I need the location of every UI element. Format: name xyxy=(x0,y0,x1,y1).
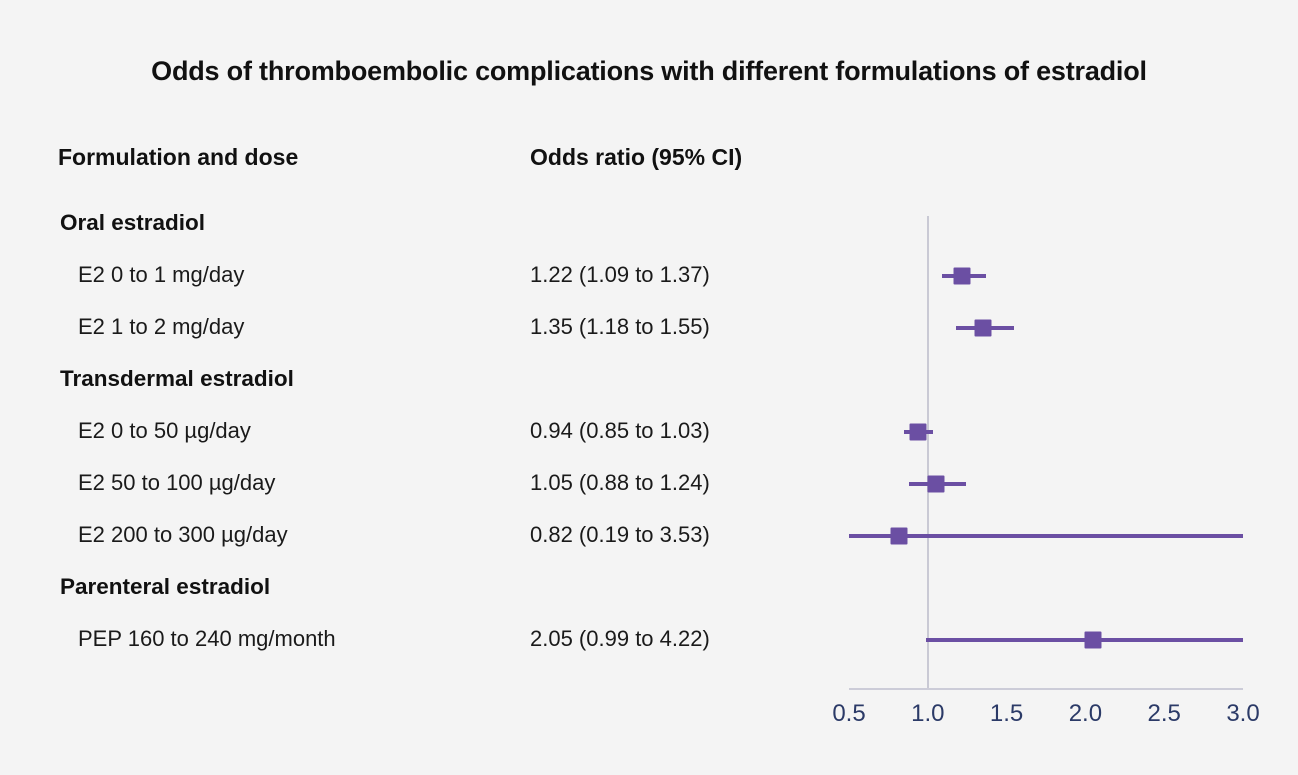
group-label: Oral estradiol xyxy=(60,210,206,235)
row-label: E2 1 to 2 mg/day xyxy=(78,314,245,339)
point-estimate-marker xyxy=(1085,632,1102,649)
row-label: E2 50 to 100 µg/day xyxy=(78,470,276,495)
x-axis-line xyxy=(849,688,1243,690)
row-odds-ratio-value: 0.94 (0.85 to 1.03) xyxy=(530,418,710,443)
row-label: E2 0 to 1 mg/day xyxy=(78,262,245,287)
row-odds-ratio-value: 0.82 (0.19 to 3.53) xyxy=(530,522,710,547)
row-odds-ratio-value: 2.05 (0.99 to 4.22) xyxy=(530,626,710,651)
point-estimate-marker xyxy=(974,320,991,337)
confidence-interval-bar xyxy=(849,534,1243,538)
x-axis-tick-label: 3.0 xyxy=(1226,700,1260,727)
x-axis-tick-label: 2.5 xyxy=(1147,700,1181,727)
group-label: Parenteral estradiol xyxy=(60,574,271,599)
group-label: Transdermal estradiol xyxy=(60,366,294,391)
plot-area xyxy=(849,216,1243,690)
x-axis-tick-label: 0.5 xyxy=(832,700,866,727)
point-estimate-marker xyxy=(910,424,927,441)
column-header-odds-ratio: Odds ratio (95% CI) xyxy=(530,144,743,170)
x-axis-tick-label: 1.0 xyxy=(911,700,945,727)
x-axis-tick-label: 1.5 xyxy=(989,700,1024,727)
row-label: E2 200 to 300 µg/day xyxy=(78,522,288,547)
row-odds-ratio-value: 1.05 (0.88 to 1.24) xyxy=(530,470,710,495)
x-axis-ticks xyxy=(832,700,1260,744)
point-estimate-marker xyxy=(891,528,908,545)
column-header-formulation: Formulation and dose xyxy=(58,144,299,170)
x-axis-tick-label: 2.0 xyxy=(1068,700,1103,727)
reference-line xyxy=(927,216,929,690)
row-odds-ratio-value: 1.35 (1.18 to 1.55) xyxy=(530,314,710,339)
row-label: E2 0 to 50 µg/day xyxy=(78,418,251,443)
row-odds-ratio-value: 1.22 (1.09 to 1.37) xyxy=(530,262,710,287)
point-estimate-marker xyxy=(954,268,971,285)
page-title: Odds of thromboembolic complications with different formulations of estradiol xyxy=(151,56,1147,86)
row-label: PEP 160 to 240 mg/month xyxy=(78,626,336,651)
point-estimate-marker xyxy=(927,476,944,493)
